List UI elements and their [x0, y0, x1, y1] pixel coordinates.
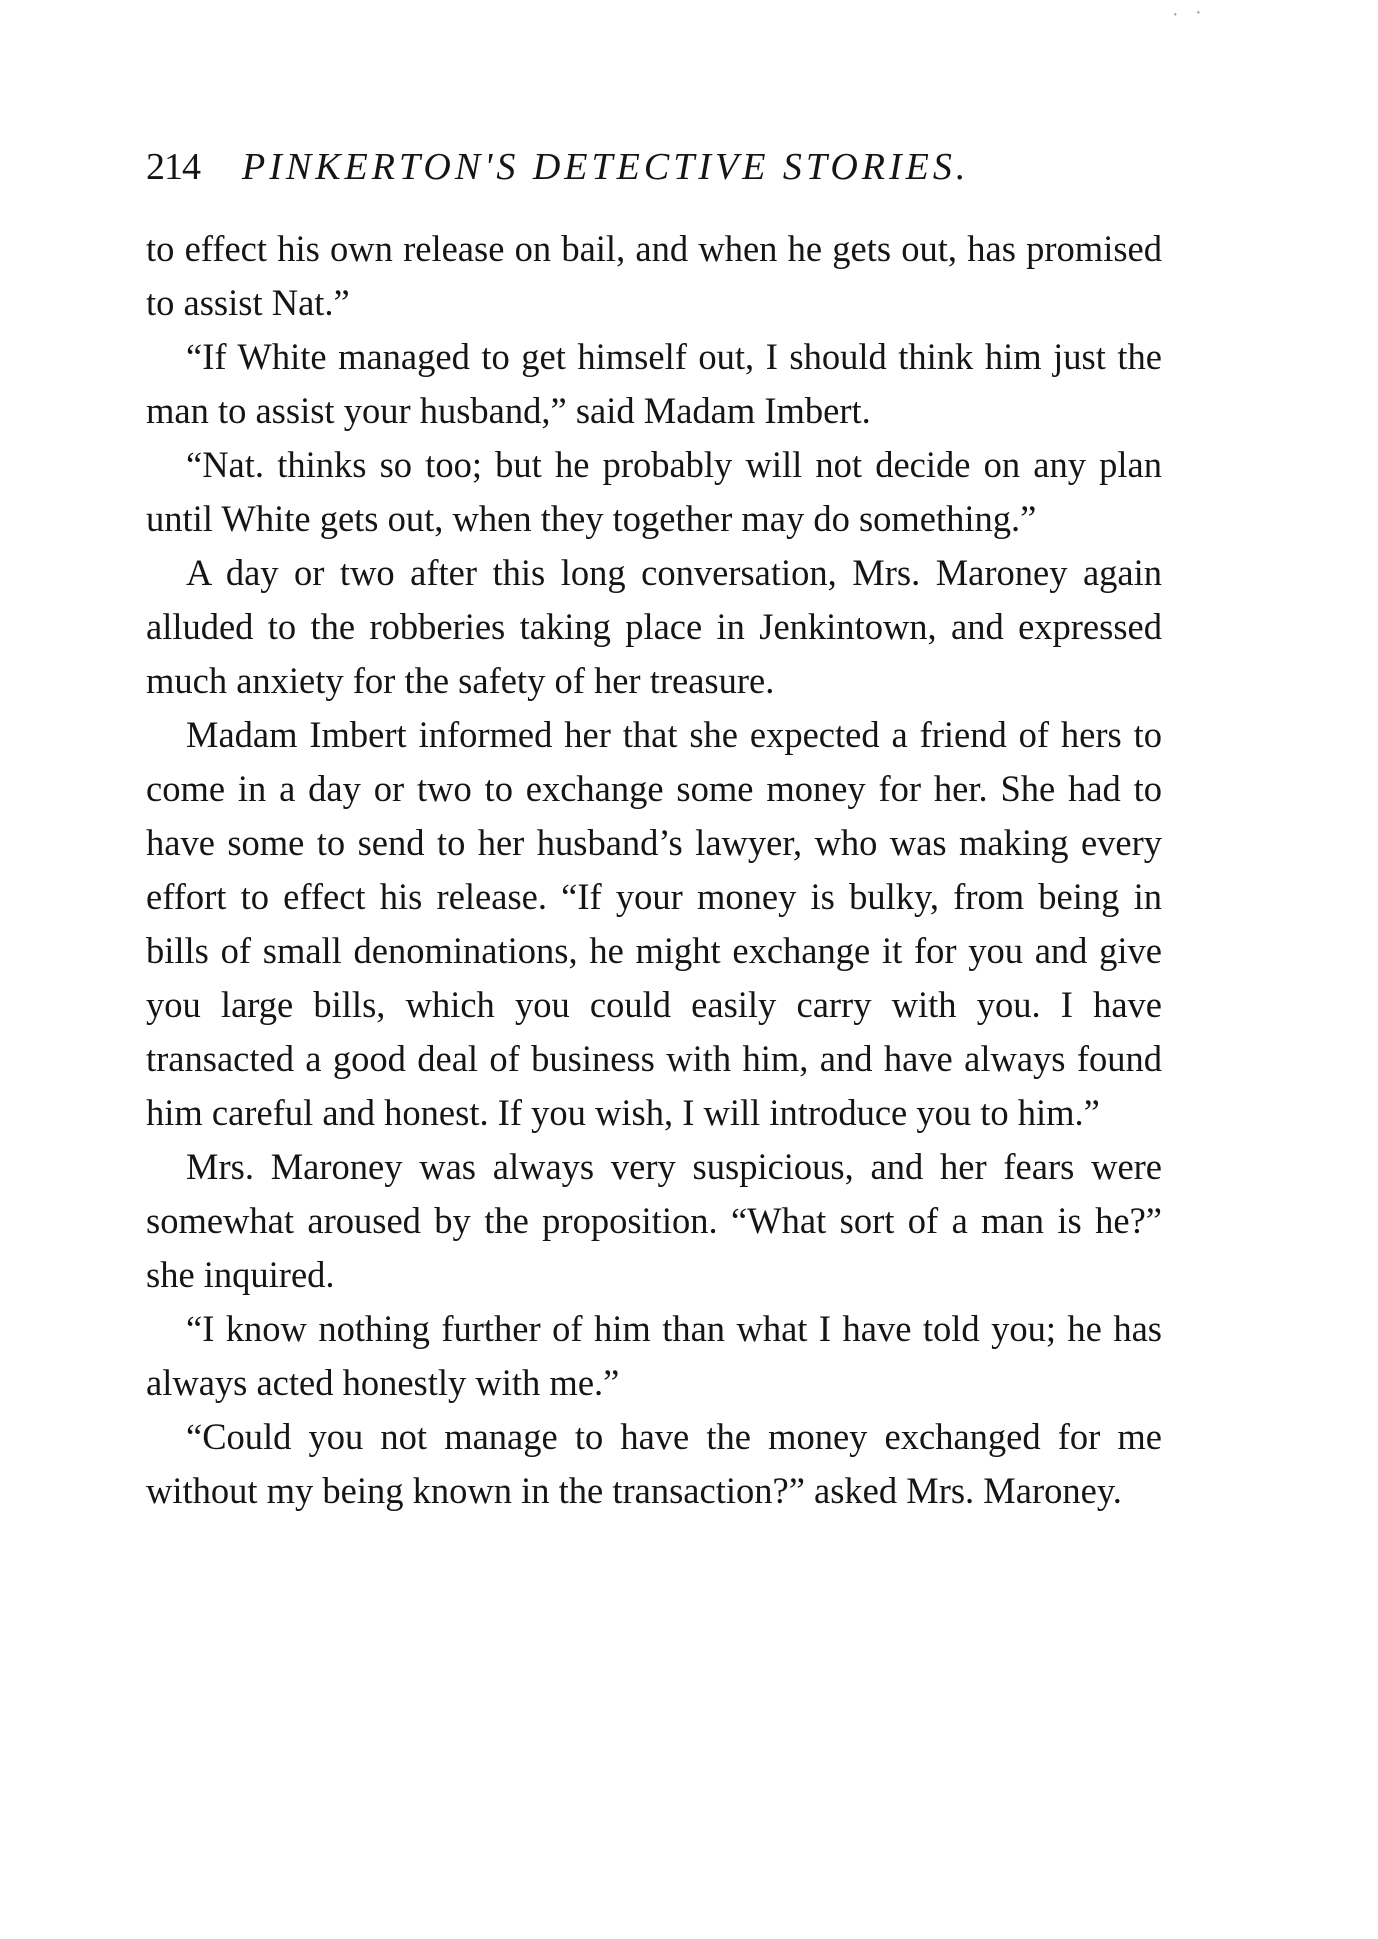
paragraph: Mrs. Maroney was always very suspicious, and her fears were somewhat aroused by the proposition. “What sort of a man is he?” she inquired. — [146, 1146, 1162, 1295]
paragraph: Madam Imbert informed her that she expected a friend of hers to come in a day or two to exchange some money for her. She had to have some to send to her husband’s lawyer, who was making every effort to effect his release. “If your money is bulky, from being in bills of small denominations, he might exchange it for you and give you large bills, which you could easily carry with you. I have transacted a good deal of business with him, and have always found him careful and honest. If you wish, I will introduce you to him.” — [146, 714, 1162, 1133]
running-header — [146, 142, 1166, 192]
body-text — [146, 222, 1162, 1518]
paragraph: A day or two after this long conversation, Mrs. Maroney again alluded to the robberies taking place in Jenkintown, and expressed much anxiety for the safety of her treasure. — [146, 552, 1162, 701]
paragraph: “Could you not manage to have the money exchanged for me without my being known in the transaction?” asked Mrs. Maroney. — [146, 1416, 1162, 1511]
paragraph: “I know nothing further of him than what I have told you; he has always acted honestly with me.” — [146, 1308, 1162, 1403]
page-number: 214 — [146, 146, 200, 188]
paragraph: “If White managed to get himself out, I should think him just the man to assist your husband,” said Madam Imbert. — [146, 336, 1162, 431]
paragraph: “Nat. thinks so too; but he probably will not decide on any plan until White gets out, when they together may do something.” — [146, 444, 1162, 539]
scan-speck: · — [1195, 2, 1202, 24]
paragraph-continued: to effect his own release on bail, and when he gets out, has promised to assist Nat.” — [146, 228, 1162, 323]
running-title: PINKERTON'S DETECTIVE STORIES. — [242, 146, 970, 188]
scan-speck: · — [1172, 4, 1179, 26]
